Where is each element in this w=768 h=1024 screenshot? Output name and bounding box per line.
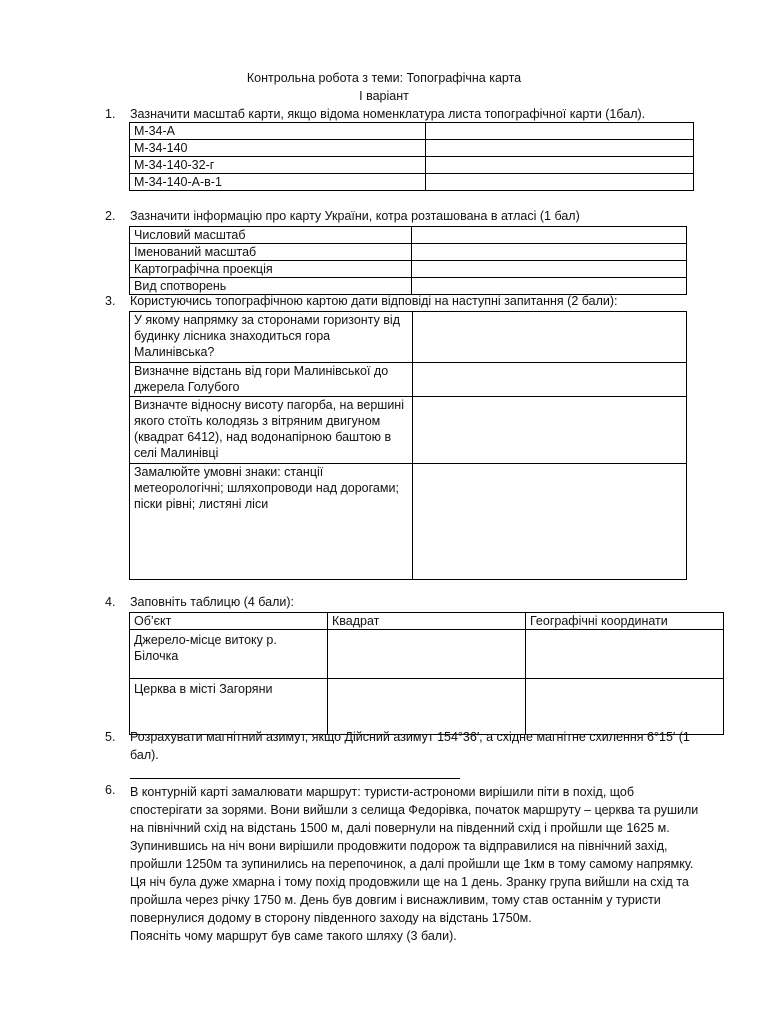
nomenclature-cell: М-34-140-32-г: [130, 157, 426, 174]
table-header-row: [130, 613, 724, 630]
answer-cell[interactable]: [413, 312, 687, 363]
paragraph-line: В контурній карті замалювати маршрут: туристи-астрономи вирішили піти в похід, щоб: [130, 785, 635, 799]
nomenclature-cell: М-34-140-А-в-1: [130, 174, 426, 191]
map-questions-table: [129, 311, 687, 580]
square-answer-cell[interactable]: [328, 679, 526, 735]
answer-cell[interactable]: [426, 174, 694, 191]
paragraph-line: Зупинившись на ніч вони вирішили продовжити подорож та відправилися на північний захід,: [130, 839, 668, 853]
question-text-line-1: Розрахувати магнітний азимут, якщо Дійсний азимут 154°36′, а східне магнітне схилення 6°15′ (1: [130, 730, 690, 744]
question-number: 5.: [105, 730, 116, 744]
coordinates-answer-cell[interactable]: [526, 679, 724, 735]
question-cell: У якому напрямку за сторонами горизонту від будинку лісника знаходиться гора Малинівська?: [130, 312, 413, 363]
answer-cell[interactable]: [426, 123, 694, 140]
answer-cell[interactable]: [426, 140, 694, 157]
answer-cell[interactable]: [412, 278, 687, 295]
map-info-table: [129, 226, 687, 295]
table-row: [130, 363, 687, 397]
table-row: [130, 630, 724, 679]
column-header-square: Квадрат: [328, 613, 526, 630]
coordinates-answer-cell[interactable]: [526, 630, 724, 679]
property-cell: Числовий масштаб: [130, 227, 412, 244]
table-row: [130, 397, 687, 464]
answer-cell[interactable]: [412, 244, 687, 261]
table-row: [130, 679, 724, 735]
question-number: 3.: [105, 294, 116, 308]
paragraph-line: спостерігати за зорями. Вони вийшли з селища Федорівка, початок маршруту – церква та рушили: [130, 803, 699, 817]
question-cell: Замалюйте умовні знаки: станції метеорологічні; шляхопроводи над дорогами; піски рівні; листяні ліси: [130, 464, 413, 580]
column-header-coordinates: Географічні координати: [526, 613, 724, 630]
table-row: [130, 278, 687, 295]
object-cell: Джерело-місце витоку р. Білочка: [130, 630, 328, 679]
answer-cell[interactable]: [412, 227, 687, 244]
table-row: [130, 244, 687, 261]
paragraph-line: повернулися додому в сторону південного заходу на відстань 1750м.: [130, 911, 532, 925]
nomenclature-cell: М-34-А: [130, 123, 426, 140]
paragraph-line: Ця ніч була дуже хмарна і тому похід продовжили ще на 1 день. Зранку група вийшли на схід та: [130, 875, 689, 889]
variant-label: І варіант: [359, 89, 409, 103]
paragraph-line: пройшли 1250м та зупинились на перепочинок, а далі пройшли ще 1км в тому самому напрямку.: [130, 857, 694, 871]
paragraph-line: Поясніть чому маршрут був саме такого шляху (3 бали).: [130, 929, 457, 943]
question-number: 2.: [105, 209, 116, 223]
answer-line[interactable]: [130, 770, 460, 779]
objects-table: [129, 612, 724, 735]
answer-cell[interactable]: [412, 261, 687, 278]
table-row: [130, 464, 687, 580]
table-row: [130, 157, 694, 174]
table-row: [130, 227, 687, 244]
answer-cell[interactable]: [413, 397, 687, 464]
column-header-object: Об’єкт: [130, 613, 328, 630]
page-title: Контрольна робота з теми: Топографічна карта: [246, 71, 522, 85]
answer-cell[interactable]: [413, 464, 687, 580]
question-cell: Визначне відстань від гори Малинівської до джерела Голубого: [130, 363, 413, 397]
answer-cell[interactable]: [426, 157, 694, 174]
property-cell: Картографічна проекція: [130, 261, 412, 278]
object-cell: Церква в місті Загоряни: [130, 679, 328, 735]
question-number: 4.: [105, 595, 116, 609]
table-row: [130, 123, 694, 140]
paragraph-line: на північний схід на відстань 1500 м, далі повернули на південний схід і пройшли ще 1625 м.: [130, 821, 670, 835]
scale-table: [129, 122, 694, 191]
question-text: Заповніть таблицю (4 бали):: [130, 595, 294, 609]
table-row: [130, 312, 687, 363]
table-row: [130, 261, 687, 278]
question-text: Зазначити інформацію про карту України, котра розташована в атласі (1 бал): [130, 209, 580, 223]
table-row: [130, 174, 694, 191]
answer-cell[interactable]: [413, 363, 687, 397]
square-answer-cell[interactable]: [328, 630, 526, 679]
question-text-line-2: бал).: [130, 748, 159, 762]
question-text: Зазначити масштаб карти, якщо відома номенклатура листа топографічної карти (1бал).: [130, 107, 646, 121]
question-cell: Визначте відносну висоту пагорба, на вершині якого стоїть колодязь з вітряним двигуном (квадрат 6412), над водонапірною баштою в селі Малинівці: [130, 397, 413, 464]
question-6-text: [130, 783, 730, 945]
property-cell: Вид спотворень: [130, 278, 412, 295]
table-row: [130, 140, 694, 157]
question-number: 1.: [105, 107, 116, 121]
question-number: 6.: [105, 783, 116, 797]
nomenclature-cell: М-34-140: [130, 140, 426, 157]
property-cell: Іменований масштаб: [130, 244, 412, 261]
paragraph-line: пройшла через річку 1750 м. День був довгим і виснажливим, тому став останнім у туристи: [130, 893, 661, 907]
question-text: Користуючись топографічною картою дати відповіді на наступні запитання (2 бали):: [130, 294, 618, 308]
